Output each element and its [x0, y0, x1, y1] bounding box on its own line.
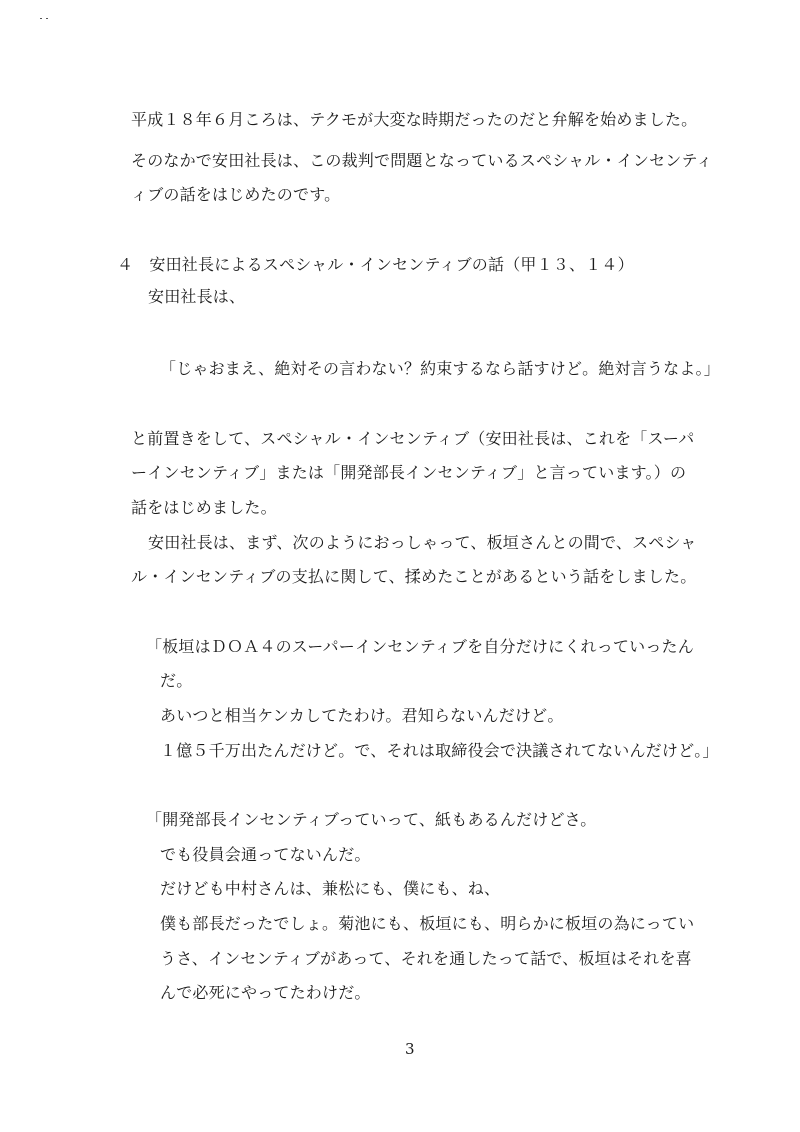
intro-line-3: ィブの話をはじめたのです。	[131, 185, 341, 204]
scan-speck	[46, 18, 48, 19]
section-intro: 安田社長は、	[148, 287, 246, 306]
quote-2-line-4: １億５千万出たんだけど。で、それは取締役会で決議されてないんだけど。」	[160, 741, 719, 760]
paragraph-2-line-4: 安田社長は、まず、次のようにおっしゃって、板垣さんとの間で、スペシャ	[148, 533, 697, 552]
intro-line-1: 平成１８年６月ころは、テクモが大変な時期だったのだと弁解を始めました。	[131, 110, 698, 129]
page-number: 3	[405, 1040, 415, 1058]
paragraph-2-line-1: と前置きをして、スペシャル・インセンティブ（安田社長は、これを「スーパ	[131, 429, 695, 448]
quote-2-line-2: だ。	[160, 671, 193, 690]
intro-line-2: そのなかで安田社長は、この裁判で問題となっているスペシャル・インセンティ	[131, 151, 713, 170]
quote-3-line-4: 僕も部長だったでしょ。菊池にも、板垣にも、明らかに板垣の為にってい	[160, 914, 695, 933]
quote-3-line-1: 「開発部長インセンティブっていって、紙もあるんだけどさ。	[146, 810, 597, 829]
paragraph-2-line-2: ーインセンティブ」または「開発部長インセンティブ」と言っています。）の	[131, 463, 687, 482]
paragraph-2-line-5: ル・インセンティブの支払に関して、揉めたことがあるという話をしました。	[131, 567, 697, 586]
paragraph-2-line-3: 話をはじめました。	[131, 498, 277, 517]
quote-3-line-5: うさ、インセンティブがあって、それを通したって話で、板垣はそれを喜	[160, 949, 692, 968]
quote-3-line-6: んで必死にやってたわけだ。	[160, 983, 371, 1002]
section-heading: ４ 安田社長によるスペシャル・インセンティブの話（甲１３、１４）	[117, 255, 634, 274]
quote-1: 「じゃおまえ、絶対その言わない？約束するなら話すけど。絶対言うなよ。」	[160, 359, 720, 378]
quote-2-line-1: 「板垣はＤＯＡ４のスーパーインセンティブを自分だけにくれっていったん	[146, 637, 694, 656]
quote-2-line-3: あいつと相当ケンカしてたわけ。君知らないんだけど。	[160, 706, 564, 725]
quote-3-line-2: でも役員会通ってないんだ。	[160, 845, 371, 864]
quote-3-line-3: だけども中村さんは、兼松にも、僕にも、ね、	[160, 879, 501, 898]
scan-speck	[40, 18, 42, 19]
